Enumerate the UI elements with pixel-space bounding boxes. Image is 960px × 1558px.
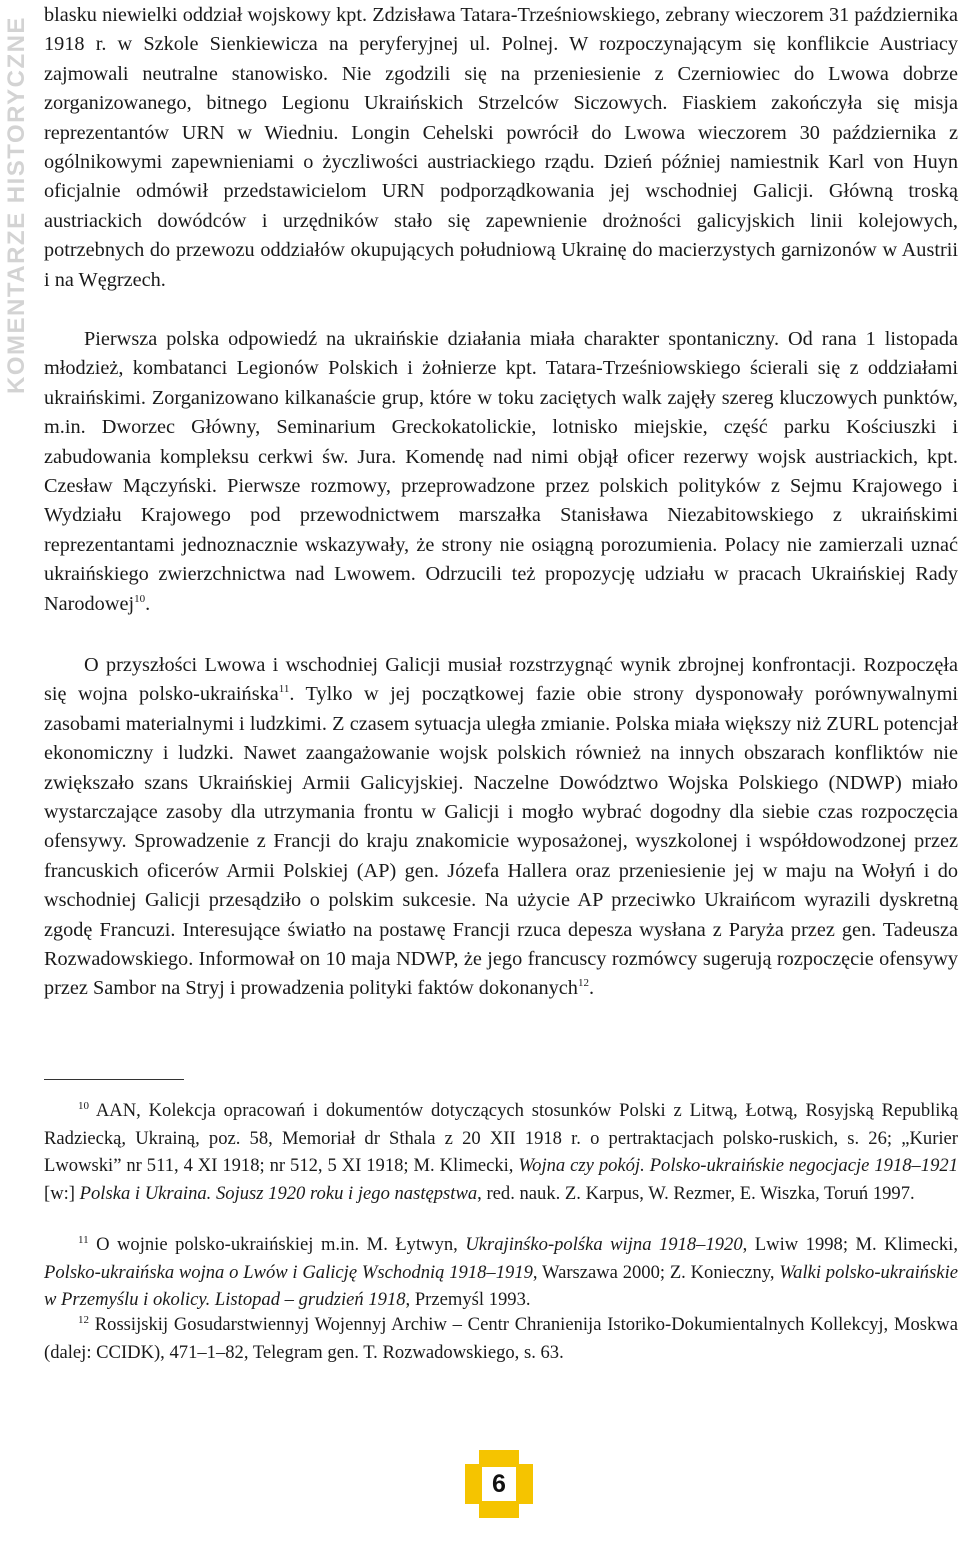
footnote-ref-12[interactable]: 12: [577, 977, 589, 990]
footnote-number: 11: [78, 1233, 89, 1246]
paragraph-3-text: O przyszłości Lwowa i wschodniej Galicji musiał rozstrzygnąć wynik zbrojnej konfrontacji. Rozpoczęła się wojna polsko-ukraińska: [44, 654, 958, 706]
paragraph-3-text-continued: . Tylko w jej początkowej fazie obie strony dysponowały porównywalnymi zasobami materialnymi i ludzkimi. Z czasem sytuacja uległa zmianie. Polska miała większy niż ZURL potencjał ekonomiczny i ludzki. Nawet zaangażowanie wojsk polskich również na innych obszarach konfliktów nie zwiększało szans Ukraińskiej Armii Galicyjskiej. Naczelne Dowództwo Wojska Polskiego (NDWP) miało wystarczające zasoby dla utrzymania frontu w Galicji i mogło wybrać dogodny dla siebie czas rozpoczęcia ofensywy. Sprowadzenie z Francji do kraju znakomicie wyposażonej, wyszkolonej i współdowodzonej przez francuskich oficerów Armii Polskiej (AP) gen. Józefa Hallera oraz przeniesienie jej w maju na Wołyń i do wschodniej Galicji przesądziło o polskim sukcesie. Na użycie AP przeciwko Ukraińcom wyrazili dyskretną zgodę Francuzi. Interesujące światło na postawę Francji rzuca depesza wysłana z Paryża przez gen. Tadeusza Rozwadowskiego. Informował on 10 maja NDWP, że jego francuscy rozmówcy sugerują rozpoczęcie ofensywy przez Sambor na Stryj i prowadzenia polityki faktów dokonanych: [44, 683, 958, 1000]
paragraph-1-text: blasku niewielki oddział wojskowy kpt. Zdzisława Tatara-Trześniowskiego, zebrany wieczorem 31 października 1918 r. w Szkole Sienkiewicza na peryferyjnej ul. Polnej. W rozpoczynającym się konflikcie Austriacy zajmowali neutralne stanowisko. Nie zgodzili się na przeniesienie z Czerniowiec do Lwowa dobrze zorganizowanego, bitnego Legionu Ukraińskich Strzelców Siczowych. Fiaskiem zakończyła się misja reprezentantów URN w Wiedniu. Longin Cehelski powrócił do Lwowa wieczorem 30 października z ogólnikowymi zapewnieniami o życzliwości austriackiego rządu. Dzień później namiestnik Karl von Huyn oficjalnie odmówił przedstawicielom URN podporządkowania jej wschodniej Galicji. Główną troską austriackich dowódców i urzędników stało się zapewnienie drożności galicyjskich linii kolejowych, potrzebnych do przewozu oddziałów okupujących południową Ukrainę do macierzystych garnizonów w Austrii i na Węgrzech.: [44, 4, 958, 291]
footnote-text: , Przemyśl 1993.: [405, 1289, 531, 1311]
footnote-text: , Warszawa 2000; Z. Konieczny,: [532, 1261, 780, 1283]
footnote-12: [44, 1311, 958, 1366]
paragraph-3-tail: .: [588, 977, 595, 1000]
footnote-ref-10[interactable]: 10: [134, 592, 146, 605]
page-number-badge: [463, 1448, 535, 1520]
paragraph-2-tail: .: [145, 592, 151, 615]
footnote-title: Polsko-ukraińska wojna o Lwów i Galicję Wschodnią 1918–1919: [44, 1261, 533, 1283]
footnote-text: Rossijskij Gosudarstwiennyj Wojennyj Archiw – Centr Chranienija Istoriko-Dokumientalnych Kollekcyj, Moskwa (dalej: CCIDK), 471–1–82, Telegram gen. T. Rozwadowskiego, s. 63.: [44, 1314, 958, 1363]
footnote-text: , Lwiw 1998; M. Klimecki,: [742, 1234, 958, 1255]
section-label-text: KOMENTARZE HISTORYCZNE: [3, 16, 30, 394]
paragraph-3: [44, 651, 958, 1004]
footnote-11: [44, 1231, 958, 1314]
page-number: 6: [492, 1470, 506, 1498]
footnote-separator: [44, 1079, 184, 1080]
footnote-number: 12: [78, 1313, 89, 1326]
footnote-title: Polska i Ukraina. Sojusz 1920 roku i jego następstwa: [79, 1182, 478, 1204]
footnote-text: [w:]: [44, 1182, 80, 1204]
footnote-title: Wojna czy pokój. Polsko-ukraińskie negocjacje 1918–1921: [518, 1155, 958, 1177]
footnote-title: Walki polsko-ukraińskie w Przemyślu i okolicy. Listopad – grudzień 1918: [44, 1261, 958, 1311]
footnote-ref-11[interactable]: 11: [278, 683, 290, 696]
footnote-text: , red. nauk. Z. Karpus, W. Rezmer, E. Wiszka, Toruń 1997.: [477, 1182, 915, 1204]
paragraph-1: [44, 1, 958, 295]
section-side-label: [0, 0, 34, 420]
footnote-title: Ukrajinśko-polśka wijna 1918–1920: [465, 1234, 743, 1255]
footnote-10: [44, 1097, 958, 1207]
paragraph-2-text: Pierwsza polska odpowiedź na ukraińskie działania miała charakter spontaniczny. Od rana 1 listopada młodzież, kombatanci Legionów Polskich i żołnierze kpt. Tatara-Trześniowskiego ścierali się z oddziałami ukraińskimi. Zorganizowano kilkanaście grup, które w toku zaciętych walk zajęły szereg kluczowych punktów, m.in. Dworzec Główny, Seminarium Greckokatolickie, lotnisko miejskie, część parku Kościuszki i zabudowania kompleksu cerkwi św. Jura. Komendę nad nimi objął oficer rezerwy wojsk austriackich, kpt. Czesław Mączyński. Pierwsze rozmowy, przeprowadzone przez polskich polityków z Sejmu Krajowego i Wydziału Krajowego pod przewodnictwem marszałka Stanisława Niezabitowskiego z ukraińskimi reprezentantami jednoznacznie wskazywały, że strony nie osiągną porozumienia. Polacy nie zamierzali uznać ukraińskiego zwierzchnictwa nad Lwowem. Odrzucili też propozycję udziału w pracach Ukraińskiej Rady Narodowej: [44, 328, 958, 615]
footnote-text: AAN, Kolekcja opracowań i dokumentów dotyczących stosunków Polski z Litwą, Łotwą, Rosyjską Republiką Radziecką, Ukrainą, poz. 58, Memoriał dr Sthala z 20 XII 1918 r. o pertraktacjach polsko-ruskich, s. 26; „Kurier Lwowski” nr 511, 4 XI 1918; nr 512, 5 XI 1918; M. Klimecki,: [44, 1100, 958, 1177]
paragraph-2: [44, 325, 958, 619]
footnote-text: O wojnie polsko-ukraińskiej m.in. M. Łytwyn,: [96, 1234, 466, 1255]
footnote-number: 10: [78, 1099, 89, 1112]
